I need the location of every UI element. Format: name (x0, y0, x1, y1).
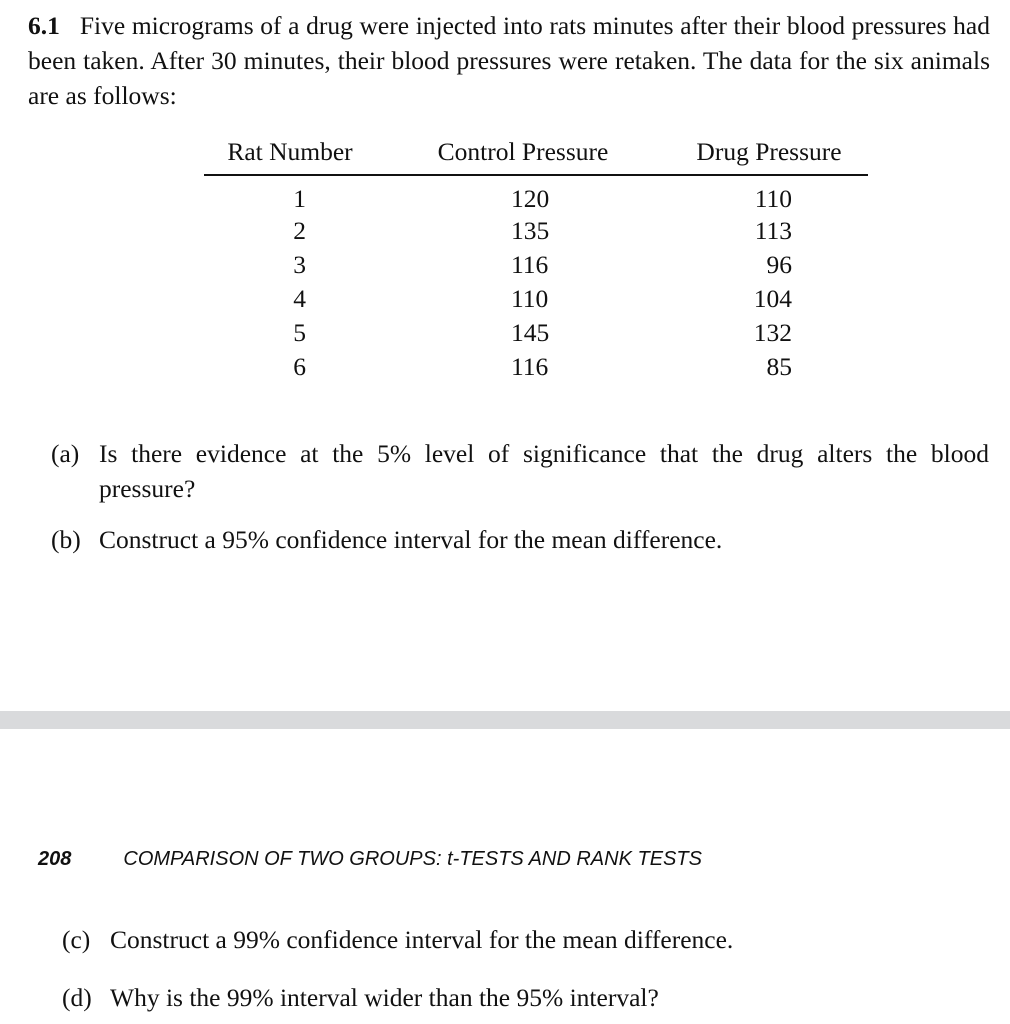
question-b (51, 522, 991, 558)
question-d (62, 980, 982, 1016)
page-divider (0, 711, 1010, 729)
control-pressure-cell: 110 (511, 284, 549, 313)
table-row (204, 175, 868, 214)
rat-number-cell: 6 (293, 352, 306, 381)
header-drug-pressure: Drug Pressure (670, 138, 868, 175)
table-row (204, 316, 868, 350)
page-number: 208 (38, 848, 72, 870)
question-a-label: (a) (51, 439, 80, 468)
problem-text: Five micrograms of a drug were injected into rats minutes after their blood pressures had been taken. After 30 minutes, their blood pressures were retaken. The data for the six animals are as follows: (28, 11, 990, 110)
drug-pressure-cell: 113 (754, 216, 792, 245)
rat-number-cell: 1 (293, 184, 306, 213)
control-pressure-cell: 145 (511, 318, 550, 347)
control-pressure-cell: 116 (511, 352, 549, 381)
control-pressure-cell: 120 (511, 184, 550, 213)
drug-pressure-cell: 96 (766, 250, 792, 279)
running-header (38, 846, 702, 872)
table-header-row (204, 138, 868, 175)
control-pressure-cell: 116 (511, 250, 549, 279)
question-a (51, 436, 991, 508)
drug-pressure-cell: 85 (766, 352, 792, 381)
question-d-label: (d) (62, 983, 92, 1012)
table-row (204, 350, 868, 384)
drug-pressure-cell: 104 (753, 284, 792, 313)
chapter-title: COMPARISON OF TWO GROUPS: t-TESTS AND RANK TESTS (123, 848, 702, 870)
table-row (204, 282, 868, 316)
table-row (204, 248, 868, 282)
rat-number-cell: 5 (293, 318, 306, 347)
question-b-label: (b) (51, 525, 81, 554)
data-table (204, 138, 868, 384)
question-d-text: Why is the 99% interval wider than the 95% interval? (110, 983, 659, 1012)
drug-pressure-cell: 110 (754, 184, 792, 213)
table-row (204, 214, 868, 248)
drug-pressure-cell: 132 (753, 318, 792, 347)
question-c-text: Construct a 99% confidence interval for the mean difference. (110, 925, 734, 954)
problem-statement (28, 8, 990, 113)
question-a-text: Is there evidence at the 5% level of significance that the drug alters the blood pressure? (99, 439, 989, 503)
question-c (62, 922, 982, 958)
control-pressure-cell: 135 (511, 216, 550, 245)
header-rat-number: Rat Number (204, 138, 376, 175)
rat-number-cell: 3 (293, 250, 306, 279)
header-control-pressure: Control Pressure (376, 138, 670, 175)
problem-number: 6.1 (28, 11, 60, 40)
rat-number-cell: 2 (293, 216, 306, 245)
question-c-label: (c) (62, 925, 91, 954)
rat-number-cell: 4 (293, 284, 306, 313)
question-b-text: Construct a 95% confidence interval for the mean difference. (99, 525, 723, 554)
